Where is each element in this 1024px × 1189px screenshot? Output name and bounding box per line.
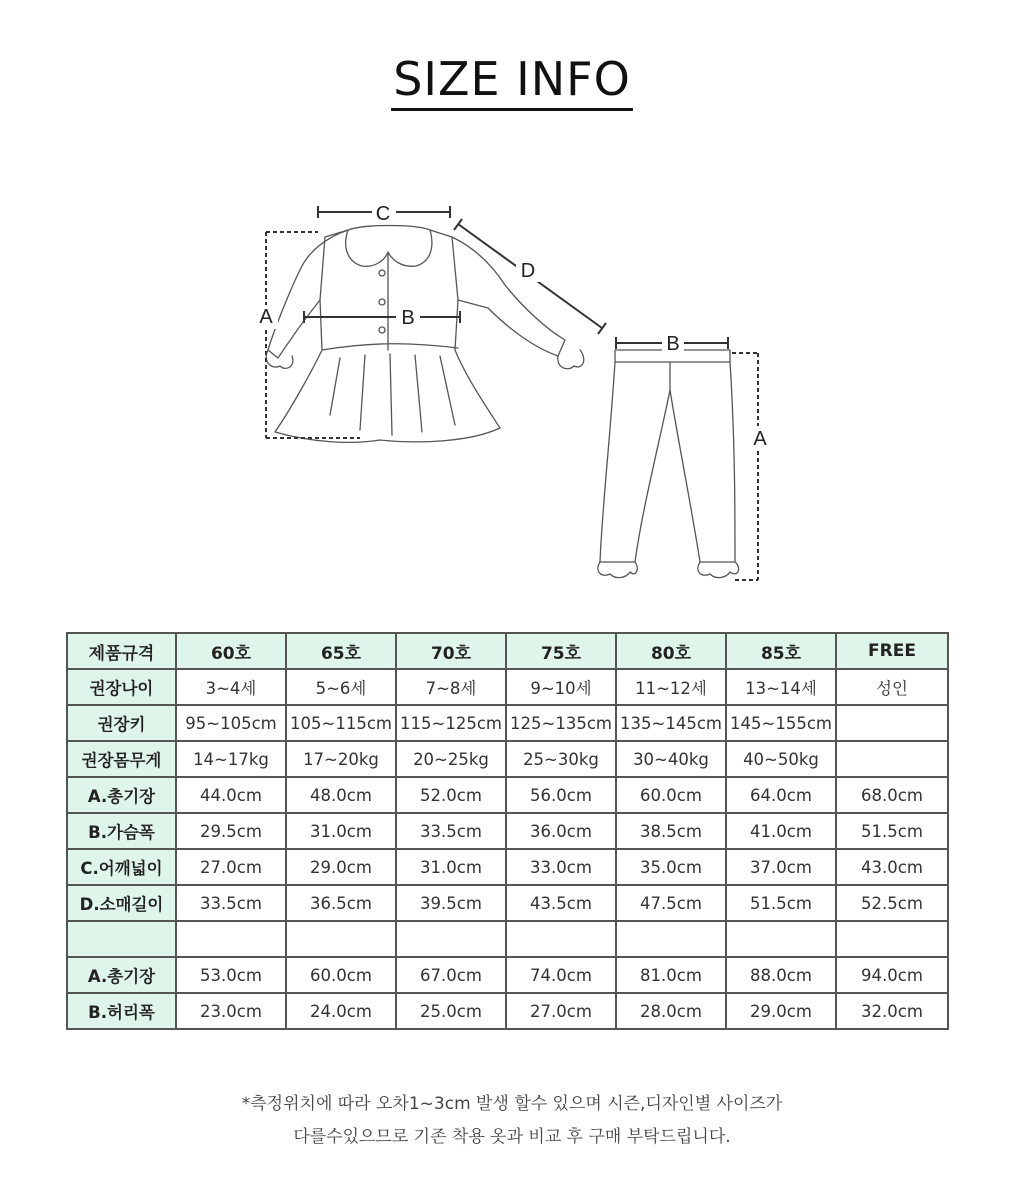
page-title-wrap [0,52,1024,106]
table-cell: 41.0cm [726,813,836,849]
table-cell: 36.5cm [286,885,396,921]
size-table [66,632,949,1030]
table-cell: 51.5cm [726,885,836,921]
header-cell: 60호 [176,633,286,669]
row-label: 권장몸무게 [67,741,176,777]
header-cell: 80호 [616,633,726,669]
size-note [0,1088,1024,1154]
table-cell: 51.5cm [836,813,948,849]
table-cell [176,921,286,957]
table-cell: 43.0cm [836,849,948,885]
table-cell: 67.0cm [396,957,506,993]
table-cell [616,921,726,957]
table-cell: 88.0cm [726,957,836,993]
table-cell: 68.0cm [836,777,948,813]
size-diagram [230,190,790,590]
table-cell: 35.0cm [616,849,726,885]
table-header-row [67,633,948,669]
table-cell: 30~40kg [616,741,726,777]
table-cell: 13~14세 [726,669,836,705]
table-cell: 33.5cm [176,885,286,921]
pants-outline [600,362,735,562]
blouse-left-sleeve [268,230,348,358]
row-label: B.허리폭 [67,993,176,1029]
table-cell: 95~105cm [176,705,286,741]
header-cell: 85호 [726,633,836,669]
table-cell: 39.5cm [396,885,506,921]
table-cell [836,921,948,957]
size-table-body [67,633,948,1029]
table-cell: 24.0cm [286,993,396,1029]
table-row [67,885,948,921]
table-cell: 94.0cm [836,957,948,993]
table-cell: 64.0cm [726,777,836,813]
row-label: 권장나이 [67,669,176,705]
table-cell: 33.0cm [506,849,616,885]
table-cell: 29.5cm [176,813,286,849]
blouse-collar [346,226,432,267]
table-cell: 27.0cm [506,993,616,1029]
header-cell: 65호 [286,633,396,669]
label-d: D [520,260,536,282]
table-cell: 135~145cm [616,705,726,741]
blouse-right-sleeve [452,237,565,356]
table-cell [286,921,396,957]
table-cell: 14~17kg [176,741,286,777]
table-cell: 56.0cm [506,777,616,813]
header-cell: 75호 [506,633,616,669]
table-cell: 32.0cm [836,993,948,1029]
header-cell: 70호 [396,633,506,669]
label-a-top: A [259,306,273,328]
table-cell: 성인 [836,669,948,705]
table-row [67,741,948,777]
table-row [67,777,948,813]
table-cell: 74.0cm [506,957,616,993]
table-cell: 81.0cm [616,957,726,993]
table-cell: 44.0cm [176,777,286,813]
table-cell: 60.0cm [616,777,726,813]
table-cell: 20~25kg [396,741,506,777]
note-line-1: *측정위치에 따라 오차1~3cm 발생 할수 있으며 시즌,디자인별 사이즈가 [241,1094,783,1114]
table-cell [396,921,506,957]
table-cell [726,921,836,957]
table-cell: 47.5cm [616,885,726,921]
note-line-2: 다를수있으므로 기존 착용 옷과 비교 후 구매 부탁드립니다. [293,1127,731,1147]
table-cell: 48.0cm [286,777,396,813]
table-cell: 5~6세 [286,669,396,705]
header-cell: FREE [836,633,948,669]
table-row [67,705,948,741]
table-row [67,849,948,885]
table-cell: 53.0cm [176,957,286,993]
table-cell: 9~10세 [506,669,616,705]
table-row [67,921,948,957]
label-b-top: B [401,307,415,329]
table-row [67,957,948,993]
table-cell: 11~12세 [616,669,726,705]
row-label: C.어깨넓이 [67,849,176,885]
table-cell: 29.0cm [286,849,396,885]
table-cell: 125~135cm [506,705,616,741]
table-cell: 40~50kg [726,741,836,777]
table-cell: 38.5cm [616,813,726,849]
row-label [67,921,176,957]
table-cell: 145~155cm [726,705,836,741]
label-a-pants: A [753,428,767,450]
table-cell: 28.0cm [616,993,726,1029]
table-cell [506,921,616,957]
row-label: 권장키 [67,705,176,741]
label-b-pants: B [666,333,680,355]
table-row [67,669,948,705]
table-cell [836,741,948,777]
table-cell: 25~30kg [506,741,616,777]
table-cell: 27.0cm [176,849,286,885]
table-cell: 7~8세 [396,669,506,705]
table-cell: 31.0cm [286,813,396,849]
table-cell: 52.0cm [396,777,506,813]
garment-illustration [230,190,790,590]
table-cell: 33.5cm [396,813,506,849]
table-cell: 52.5cm [836,885,948,921]
table-cell: 31.0cm [396,849,506,885]
header-cell: 제품규격 [67,633,176,669]
table-cell: 37.0cm [726,849,836,885]
table-cell: 115~125cm [396,705,506,741]
table-cell: 60.0cm [286,957,396,993]
table-cell: 25.0cm [396,993,506,1029]
table-cell: 29.0cm [726,993,836,1029]
table-row [67,993,948,1029]
table-row [67,813,948,849]
page-title: SIZE INFO [391,52,633,111]
row-label: D.소매길이 [67,885,176,921]
table-cell [836,705,948,741]
row-label: B.가슴폭 [67,813,176,849]
row-label: A.총기장 [67,957,176,993]
table-cell: 105~115cm [286,705,396,741]
table-cell: 36.0cm [506,813,616,849]
table-cell: 3~4세 [176,669,286,705]
table-cell: 17~20kg [286,741,396,777]
table-cell: 23.0cm [176,993,286,1029]
label-c: C [375,203,391,225]
row-label: A.총기장 [67,777,176,813]
table-cell: 43.5cm [506,885,616,921]
